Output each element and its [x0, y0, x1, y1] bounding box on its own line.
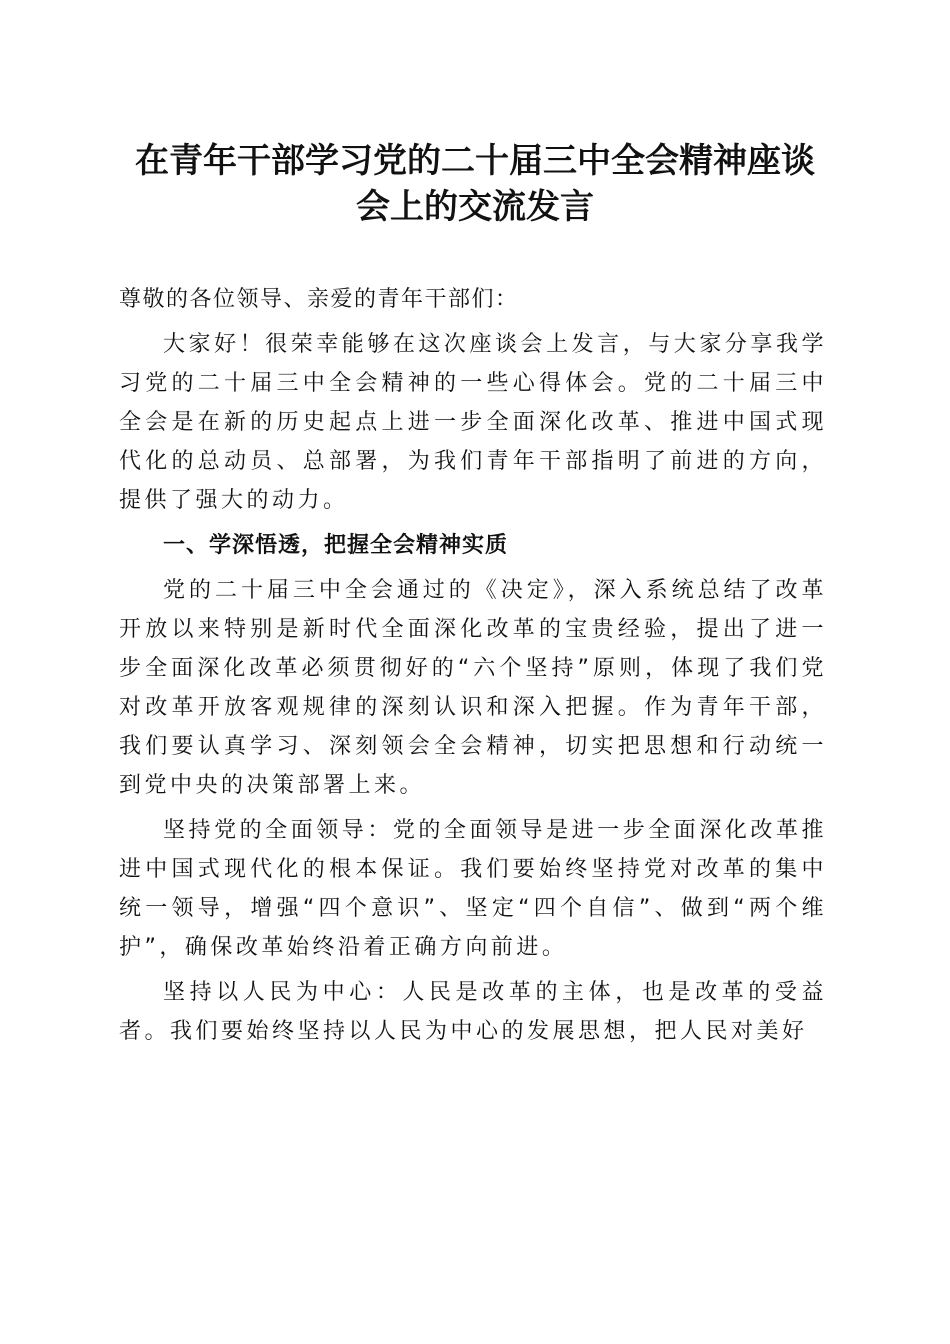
title-line-1: 在青年干部学习党的二十届三中全会精神座谈 [135, 141, 815, 181]
paragraph-people-centered: 坚持以人民为中心：人民是改革的主体，也是改革的受益者。我们要始终坚持以人民为中心的发展思想，把人民对美好 [119, 980, 827, 1044]
paragraph-decision: 党的二十届三中全会通过的《决定》，深入系统总结了改革开放以来特别是新时代全面深化改革的宝贵经验，提出了进一步全面深化改革必须贯彻好的“六个坚持”原则，体现了我们党对改革开放客观规律的深刻认识和深入把握。作为青年干部，我们要认真学习、深刻领会全会精神，切实把思想和行动统一到党中央的决策部署上来。 [119, 578, 828, 798]
title-line-2: 会上的交流发言 [356, 187, 594, 227]
section-heading: 一、学深悟透，把握全会精神实质 [163, 533, 509, 558]
document-body [119, 280, 827, 1057]
page-title [110, 138, 840, 230]
paragraph-party-leadership: 坚持党的全面领导：党的全面领导是进一步全面深化改革推进中国式现代化的根本保证。我们要始终坚持党对改革的集中统一领导，增强“四个意识”、坚定“四个自信”、做到“两个维护”，确保改革始终沿着正确方向前进。 [119, 818, 827, 960]
paragraph-intro: 大家好！很荣幸能够在这次座谈会上发言，与大家分享我学习党的二十届三中全会精神的一些心得体会。党的二十届三中全会是在新的历史起点上进一步全面深化改革、推进中国式现代化的总动员、总部署，为我们青年干部指明了前进的方向，提供了强大的动力。 [119, 332, 827, 513]
salutation: 尊敬的各位领导、亲爱的青年干部们： [119, 287, 519, 312]
